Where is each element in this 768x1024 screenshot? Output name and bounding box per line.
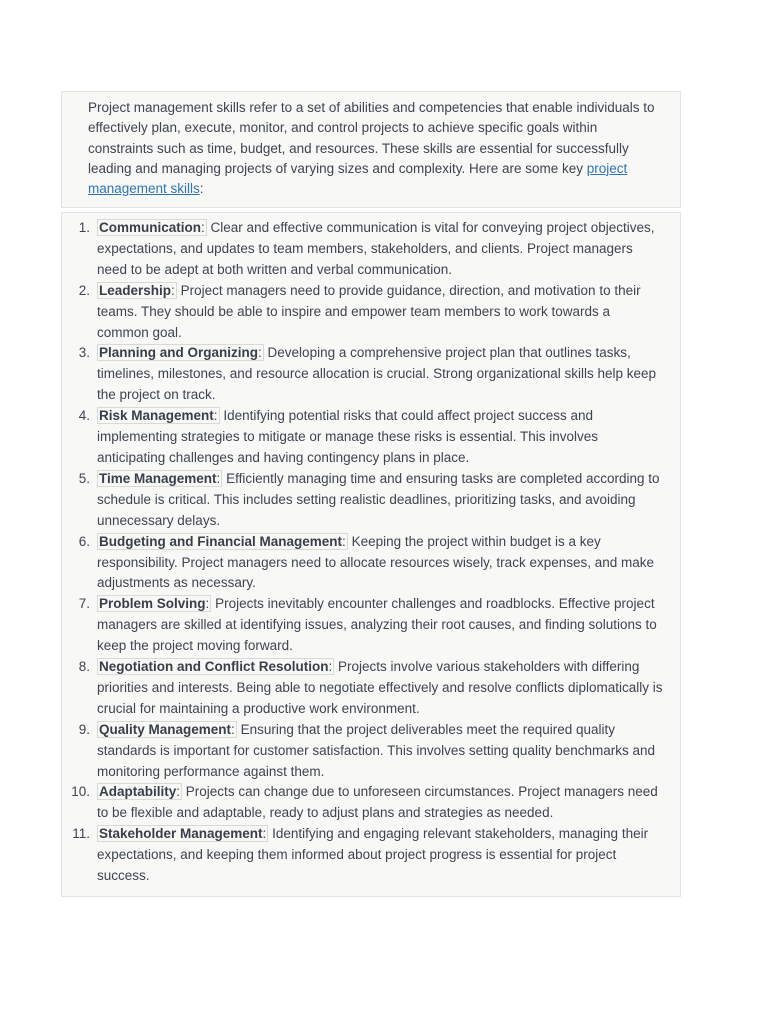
skill-term: Communication bbox=[99, 220, 202, 235]
skill-description: Projects involve various stakeholders with differing priorities and interests. Being able to negotiate effectively and resolve conflicts diplomatically is crucial for maintaining a productive work environment. bbox=[97, 659, 663, 716]
colon: : bbox=[258, 345, 262, 361]
colon: : bbox=[201, 220, 205, 235]
skill-term-highlight bbox=[97, 282, 177, 299]
skill-description: Identifying potential risks that could affect project success and implementing strategies to mitigate or manage these risks is essential. This involves anticipating challenges and having contingency plans in place. bbox=[97, 408, 598, 465]
colon: : bbox=[171, 282, 175, 298]
intro-paragraph bbox=[88, 98, 666, 199]
colon: : bbox=[328, 659, 333, 675]
skill-term-highlight bbox=[97, 825, 268, 842]
list-item-content bbox=[97, 594, 664, 657]
skill-term-highlight bbox=[97, 407, 220, 424]
colon: : bbox=[216, 470, 221, 486]
skill-description: Identifying and engaging relevant stakeholders, managing their expectations, and keeping them informed about project progress is essential for project success. bbox=[97, 826, 649, 884]
skill-term-highlight bbox=[97, 721, 237, 738]
list-item-number: 3. bbox=[78, 345, 90, 361]
list-item bbox=[66, 406, 664, 469]
list-item bbox=[66, 532, 664, 595]
skill-term-highlight bbox=[97, 595, 211, 612]
list-item-content bbox=[97, 720, 664, 783]
list-item-number: 11. bbox=[72, 826, 90, 842]
skill-description: Keeping the project within budget is a key responsibility. Project managers need to allocate resources wisely, track expenses, and make adjustments as necessary. bbox=[97, 533, 655, 591]
skill-term-highlight bbox=[97, 658, 334, 675]
list-item-content bbox=[97, 824, 664, 887]
skill-term: Budgeting and Financial Management bbox=[99, 533, 343, 549]
list-item-number: 7. bbox=[78, 596, 90, 612]
list-item bbox=[66, 782, 664, 824]
project-management-skills-link[interactable]: project management skills bbox=[88, 160, 628, 197]
list-item-content bbox=[97, 406, 664, 469]
colon: : bbox=[176, 784, 181, 800]
skill-term-highlight bbox=[97, 783, 182, 800]
list-item-number: 4. bbox=[78, 408, 90, 424]
skill-description: Efficiently managing time and ensuring tasks are completed according to schedule is critical. This includes setting realistic deadlines, prioritizing tasks, and avoiding unnecessary delays. bbox=[97, 470, 660, 528]
list-item-number: 6. bbox=[78, 533, 90, 549]
colon: : bbox=[205, 596, 210, 612]
colon: : bbox=[262, 826, 267, 842]
list-item-content bbox=[97, 218, 664, 281]
colon: : bbox=[231, 721, 235, 737]
skill-term-highlight bbox=[97, 219, 207, 236]
list-item bbox=[66, 469, 664, 532]
list-item-number: 10. bbox=[71, 784, 90, 800]
list-item-number: 9. bbox=[78, 721, 90, 737]
list-item bbox=[66, 720, 664, 783]
skill-description: Developing a comprehensive project plan that outlines tasks, timelines, milestones, and resource allocation is crucial. Strong organizational skills help keep the project on track. bbox=[97, 345, 657, 403]
list-item bbox=[66, 218, 664, 281]
skill-term: Risk Management bbox=[99, 408, 214, 424]
skill-term-highlight bbox=[97, 533, 348, 550]
skill-description: Clear and effective communication is vital for conveying project objectives, expectations, and updates to team members, stakeholders, and clients. Project managers need to be adept at both written and verbal communication. bbox=[97, 220, 655, 277]
skill-term: Planning and Organizing bbox=[99, 345, 259, 361]
list-item-content bbox=[97, 281, 664, 344]
skill-term: Problem Solving bbox=[99, 596, 206, 612]
skill-description: Project managers need to provide guidance, direction, and motivation to their teams. They should be able to inspire and empower team members to work towards a common goal. bbox=[97, 282, 641, 340]
skill-description: Ensuring that the project deliverables meet the required quality standards is important for customer satisfaction. This involves setting quality benchmarks and monitoring performance against them. bbox=[97, 721, 656, 779]
list-item bbox=[66, 281, 664, 344]
skill-term: Stakeholder Management bbox=[99, 826, 263, 842]
list-item-number: 8. bbox=[78, 659, 90, 675]
skill-term-highlight bbox=[97, 344, 264, 361]
list-item bbox=[66, 594, 664, 657]
skill-term: Time Management bbox=[99, 470, 217, 486]
skill-term: Adaptability bbox=[99, 784, 177, 800]
list-item bbox=[66, 657, 664, 720]
skills-list-box bbox=[61, 212, 681, 897]
skill-description: Projects inevitably encounter challenges and roadblocks. Effective project managers are skilled at identifying issues, analyzing their root causes, and finding solutions to keep the project moving forward. bbox=[97, 596, 657, 654]
colon: : bbox=[342, 533, 346, 549]
list-item-content bbox=[97, 657, 664, 720]
skills-list bbox=[66, 218, 664, 887]
intro-paragraph-box bbox=[61, 91, 681, 208]
list-item bbox=[66, 343, 664, 406]
intro-text-after-link: : bbox=[199, 181, 204, 197]
list-item-content bbox=[97, 343, 664, 406]
list-item-number: 2. bbox=[78, 282, 90, 298]
list-item bbox=[66, 824, 664, 887]
intro-text-before-link: Project management skills refer to a set of abilities and competencies that enable individuals to effectively plan, execute, monitor, and control projects to achieve specific goals within constraints such as time, budget, and resources. These skills are essential for successfully leading and managing projects of varying sizes and complexity. Here are some key bbox=[88, 100, 655, 176]
list-item-number: 1. bbox=[78, 220, 90, 235]
colon: : bbox=[213, 408, 218, 424]
skill-term: Leadership bbox=[99, 282, 172, 298]
list-item-content bbox=[97, 532, 664, 595]
skill-description: Projects can change due to unforeseen circumstances. Project managers need to be flexible and adaptable, ready to adjust plans and strategies as needed. bbox=[97, 784, 658, 821]
list-item-content bbox=[97, 782, 664, 824]
skill-term-highlight bbox=[97, 470, 222, 487]
skill-term: Negotiation and Conflict Resolution bbox=[99, 659, 329, 675]
skill-term: Quality Management bbox=[99, 721, 232, 737]
list-item-number: 5. bbox=[78, 470, 90, 486]
list-item-content bbox=[97, 469, 664, 532]
